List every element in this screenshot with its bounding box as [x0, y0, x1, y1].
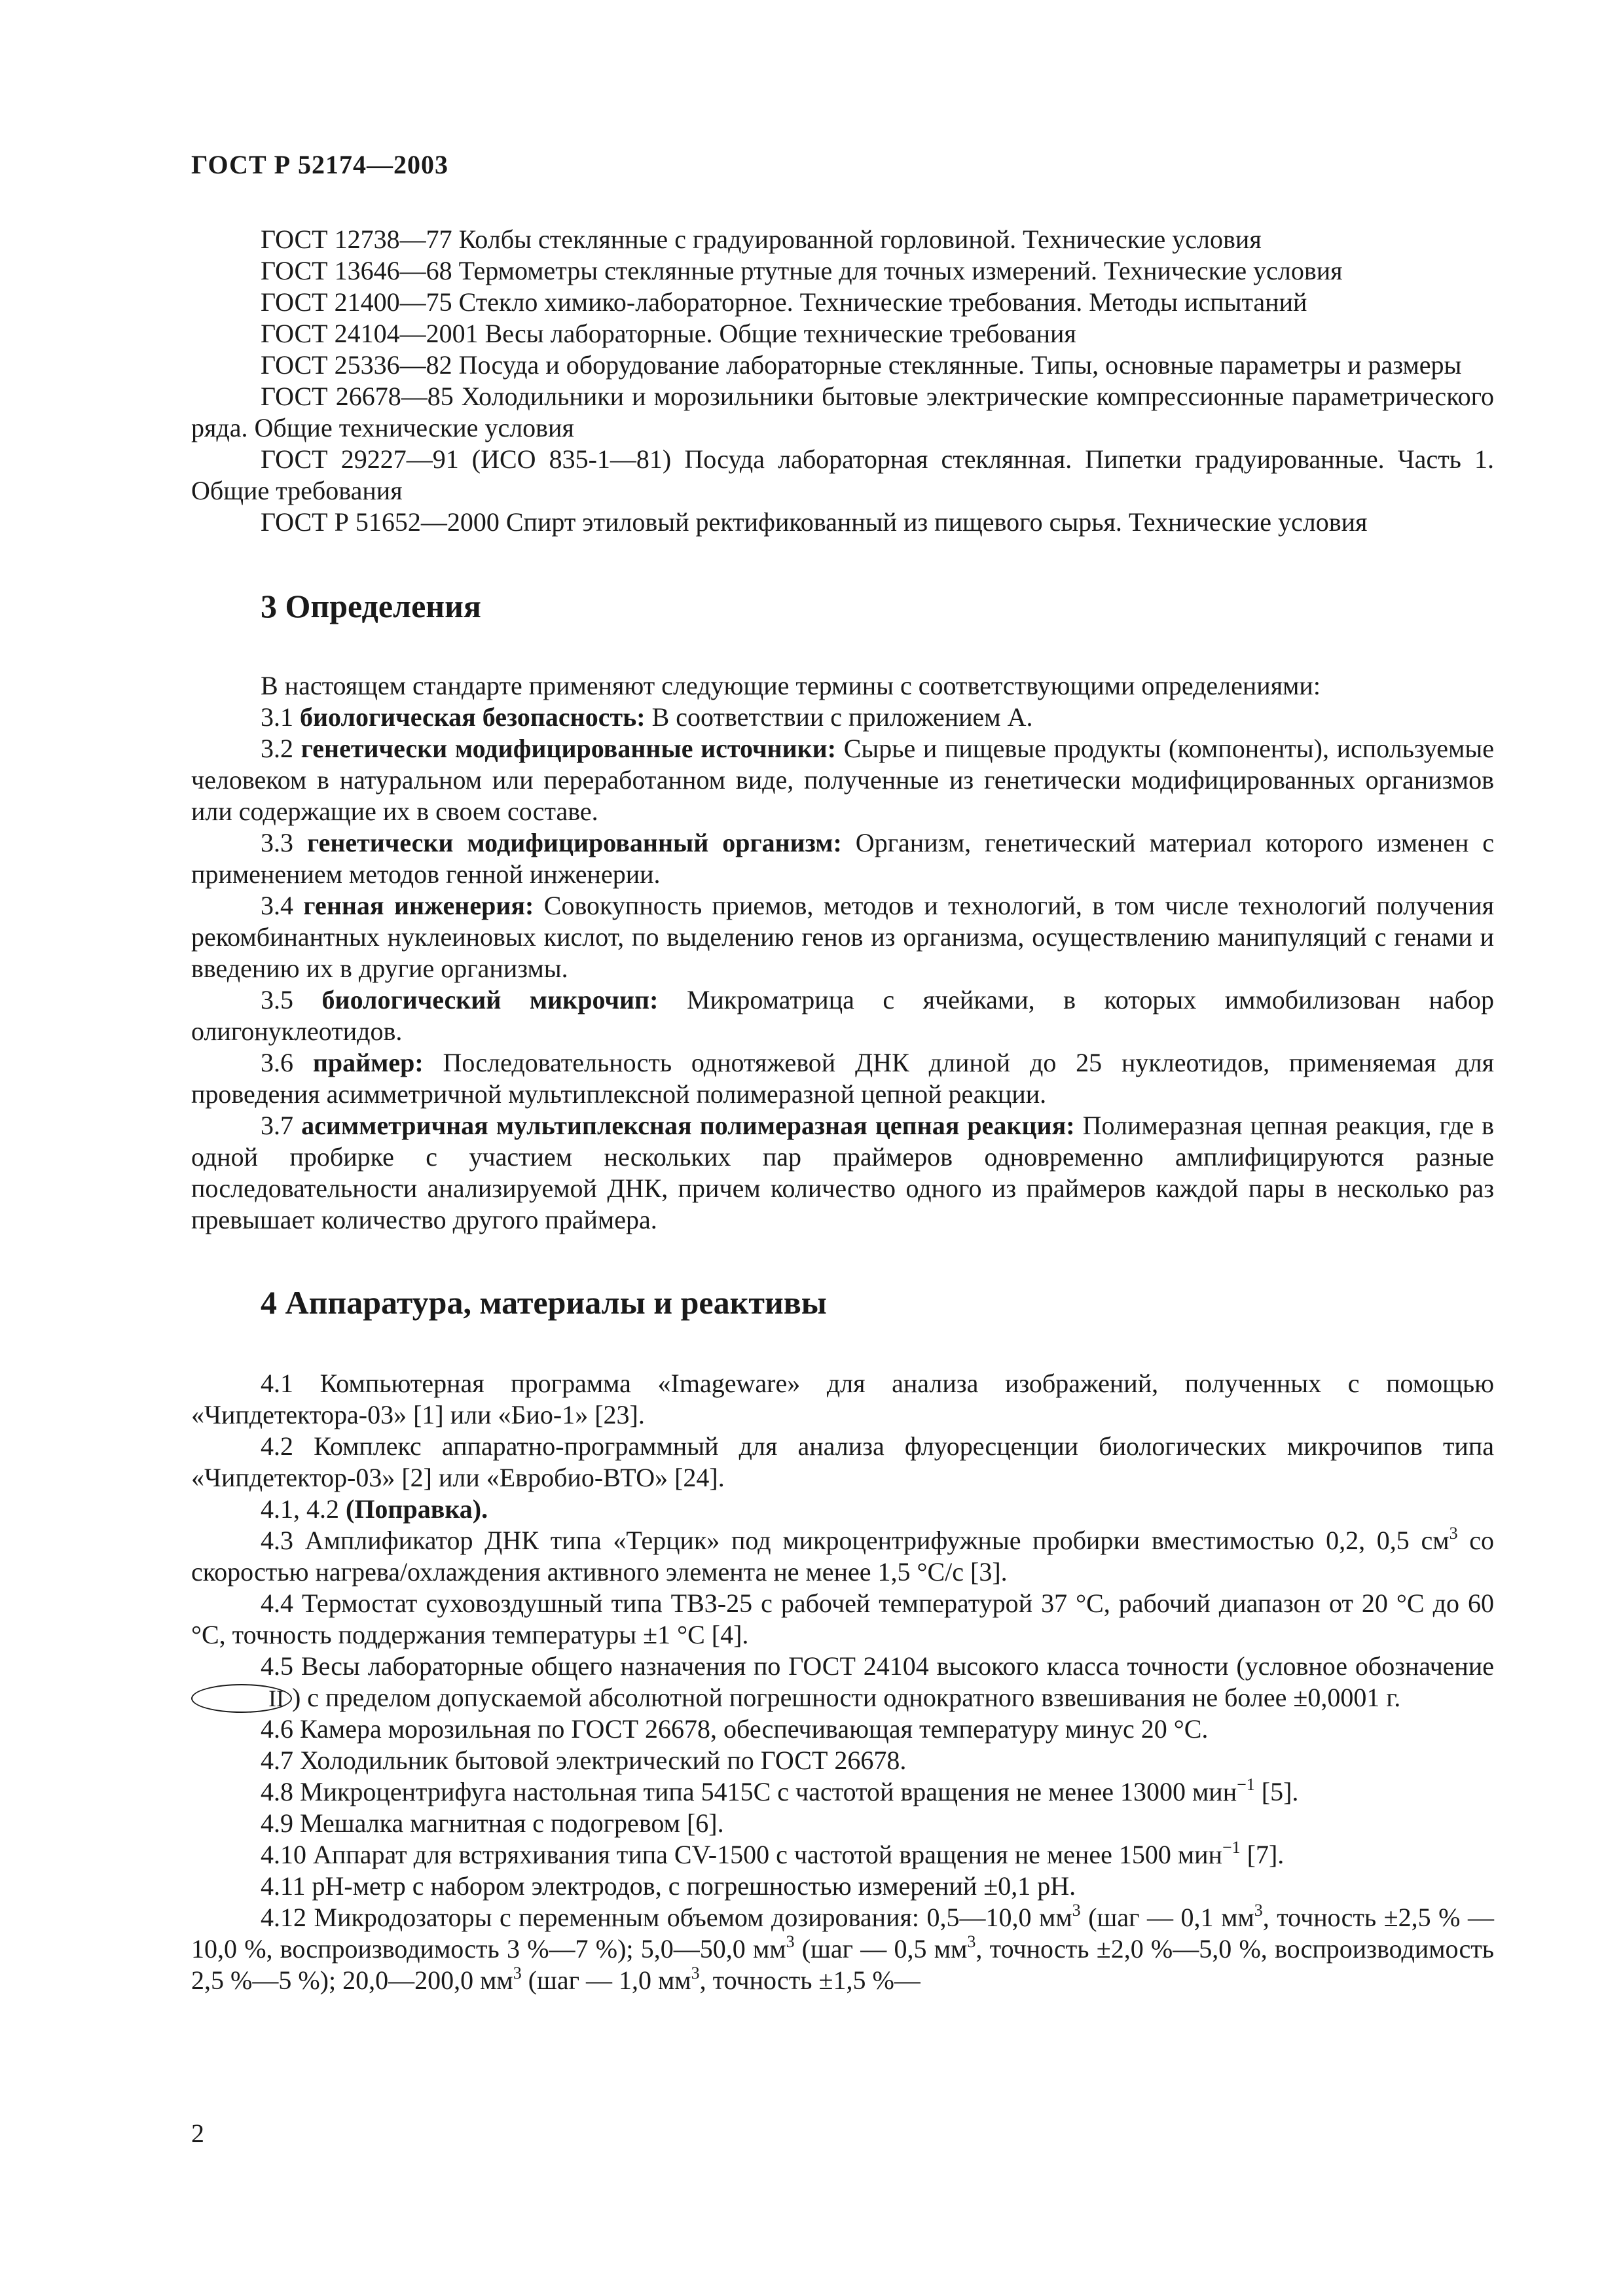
definition-text: В соответствии с приложением А. [651, 702, 1033, 732]
definition-number: 3.5 [261, 985, 293, 1014]
equipment-item: 4.3 Амплификатор ДНК типа «Терцик» под микроцентрифужные пробирки вместимостью 0,2, 0,5 $см^3$ со скоростью нагрева/охлаждения активного элемента не менее 1,5 °С/с [3]. [191, 1524, 1495, 1587]
definition-number: 3.2 [261, 734, 293, 763]
reference-item: ГОСТ Р 51652—2000 Спирт этиловый ректификованный из пищевого сырья. Технические условия [261, 507, 1368, 537]
definition-text: Последовательность однотяжевой ДНК длиной до 25 нуклеотидов, применяемая для проведения асимметричной мультиплексной полимеразной цепной реакции. [191, 1048, 1495, 1109]
definition-text: Совокупность приемов, методов и технологий, в том числе технологий получения рекомбинантных нуклеиновых кислот, по выделению генов из организма, осуществлению манипуляций с генами и введению их в другие организмы. [191, 891, 1495, 983]
equipment-item: 4.6 Камера морозильная по ГОСТ 26678, обеспечивающая температуру минус 20 °С. [261, 1714, 1209, 1744]
equipment-item: 4.4 Термостат суховоздушный типа ТВЗ-25 с рабочей температурой 37 °С, рабочий диапазон от 20 °С до 60 °С, точность поддержания температуры ±1 °С [4]. [191, 1588, 1494, 1649]
definition-number: 3.1 [261, 702, 293, 732]
definition-term: биологическая безопасность: [300, 702, 646, 732]
definition-number: 3.6 [261, 1048, 293, 1077]
definition-term: асимметричная мультиплексная полимеразная цепная реакция: [301, 1111, 1075, 1140]
reference-item: ГОСТ 29227—91 (ИСО 835-1—81) Посуда лабораторная стеклянная. Пипетки градуированные. Часть 1. Общие требования [191, 444, 1494, 505]
document-header: ГОСТ Р 52174—2003 [191, 150, 449, 179]
section-3-heading: 3 Определения [261, 588, 481, 624]
definition-item [191, 733, 1494, 827]
reference-item: ГОСТ 26678—85 Холодильники и морозильники бытовые электрические компрессионные параметрического ряда. Общие технические условия [191, 382, 1494, 442]
definition-text: Микроматрица с ячейками, в которых иммобилизован набор олигонуклеотидов. [191, 985, 1495, 1046]
definition-item [191, 984, 1494, 1047]
reference-item: ГОСТ 24104—2001 Весы лабораторные. Общие технические требования [261, 319, 1076, 348]
definition-item [191, 890, 1494, 984]
definition-term: генная инженерия: [303, 891, 534, 920]
definition-number: 3.7 [261, 1111, 293, 1140]
definitions-intro: В настоящем стандарте применяют следующие термины с соответствующими определениями: [261, 671, 1321, 700]
reference-item: ГОСТ 25336—82 Посуда и оборудование лабораторные стеклянные. Типы, основные параметры и размеры [261, 350, 1462, 380]
definition-text: Полимеразная цепная реакция, где в одной пробирке с участием нескольких пар праймеров одновременно амплифицируются разные последовательности анализируемой ДНК, причем количество одного из праймеров каждой пары в несколько раз превышает количество другого праймера. [191, 1111, 1495, 1234]
document-body [191, 224, 1494, 1996]
definition-text: Сырье и пищевые продукты (компоненты), используемые человеком в натуральном или переработанном виде, полученные из генетически модифицированных организмов или содержащие их в своем составе. [191, 734, 1494, 826]
equipment-item: 4.2 Комплекс аппаратно-программный для анализа флуоресценции биологических микрочипов типа «Чипдетектор-03» [2] или «Евробио-ВТО» [24]. [191, 1431, 1494, 1492]
amendment-note: 4.1, 4.2 (Поправка). [261, 1494, 488, 1524]
equipment-item: 4.10 Аппарат для встряхивания типа CV-1500 с частотой вращения не менее 1500 мин$^{-1}$ [7]. [261, 1838, 1285, 1869]
definition-term: генетически модифицированный организм: [306, 828, 842, 857]
reference-item: ГОСТ 12738—77 Колбы стеклянные с градуированной горловиной. Технические условия [261, 224, 1262, 254]
definition-item [191, 1110, 1494, 1236]
equipment-item: 4.5 Весы лабораторные общего назначения по ГОСТ 24104 высокого класса точности (условное обозначение II ) с пределом допускаемой абсолютной погрешности однократного взвешивания не более ±0,0001 г. [191, 1651, 1494, 1713]
equipment-item: 4.11 рН-метр с набором электродов, с погрешностью измерений ±0,1 рН. [261, 1871, 1076, 1901]
page-number: 2 [191, 2119, 204, 2148]
equipment-item: 4.12 Микродозаторы с переменным объемом дозирования: 0,5—10,0 $мм^3$ (шаг — 0,1 $мм^3$, точность ±2,5 % — 10,0 %, воспроизводимость 3 %—7 %); 5,0—50,0 $мм^3$ (шаг — 0,5 $мм^3$, точность ±2,0 %—5,0 %, воспроизводимость 2,5 %—5 %); 20,0—200,0 $мм^3$ (шаг — 1,0 $мм^3$, точность ±1,5 %— [191, 1901, 1495, 1995]
equipment-item: 4.8 Микроцентрифуга настольная типа 5415С с частотой вращения не менее 13000 мин$^{-1}$ [5]. [261, 1775, 1299, 1806]
references-list [191, 224, 1494, 538]
section-4-heading: 4 Аппаратура, материалы и реактивы [261, 1284, 827, 1321]
reference-item: ГОСТ 21400—75 Стекло химико-лабораторное. Технические требования. Методы испытаний [261, 287, 1307, 317]
definition-number: 3.3 [261, 828, 293, 857]
amendment-label: (Поправка). [346, 1494, 488, 1524]
definitions-section [191, 670, 1494, 1236]
equipment-item: 4.9 Мешалка магнитная с подогревом [6]. [261, 1808, 724, 1838]
definition-item [191, 827, 1494, 890]
equipment-section [191, 1368, 1494, 1996]
definition-term: биологический микрочип: [321, 985, 659, 1014]
definition-text: Организм, генетический материал которого изменен с применением методов генной инженерии. [191, 828, 1495, 889]
definition-number: 3.4 [261, 891, 293, 920]
accuracy-class-mark: II [191, 1684, 292, 1713]
equipment-item: 4.1 Компьютерная программа «Imageware» для анализа изображений, полученных с помощью «Чипдетектора-03» [1] или «Био-1» [23]. [191, 1369, 1494, 1429]
equipment-item: 4.7 Холодильник бытовой электрический по ГОСТ 26678. [261, 1746, 907, 1775]
definition-item [191, 1047, 1494, 1110]
reference-item: ГОСТ 13646—68 Термометры стеклянные ртутные для точных измерений. Технические условия [261, 256, 1343, 285]
definition-item [191, 702, 1494, 733]
definition-term: генетически модифицированные источники: [301, 734, 837, 763]
definition-term: праймер: [312, 1048, 424, 1077]
